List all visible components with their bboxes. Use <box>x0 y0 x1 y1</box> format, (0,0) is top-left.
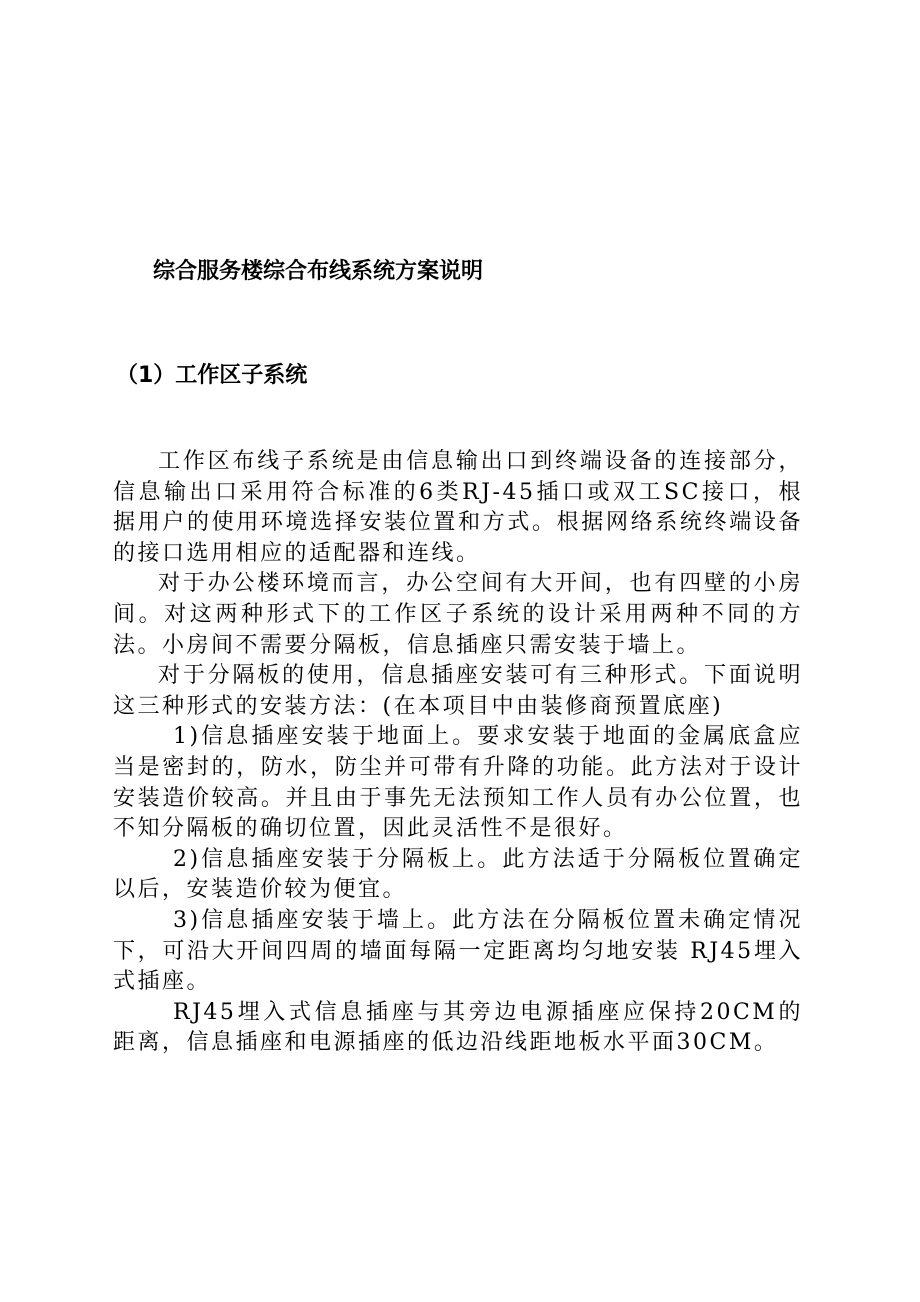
paragraph-option-floor: 1)信息插座安装于地面上。要求安装于地面的金属底盒应当是密封的，防水，防尘并可带有升降的功能。此方法对于设计安装造价较高。并且由于事先无法预知工作人员有办公位置，也不知分隔板的确切位置，因此灵活性不是很好。 <box>113 724 803 842</box>
paragraph-intro: 工作区布线子系统是由信息输出口到终端设备的连接部分，信息输出口采用符合标准的6类RJ-45插口或双工SC接口，根据用户的使用环境选择安装位置和方式。根据网络系统终端设备的接口选用相应的适配器和连线。 <box>113 449 803 566</box>
section-heading: （1）工作区子系统 <box>116 363 308 388</box>
paragraph-option-wall: 3)信息插座安装于墙上。此方法在分隔板位置未确定情况下，可沿大开间四周的墙面每隔一定距离均匀地安装 RJ45埋入式插座。 <box>113 907 803 995</box>
paragraph-partition-usage: 对于分隔板的使用，信息插座安装可有三种形式。下面说明这三种形式的安装方法：(在本项目中由装修商预置底座) <box>113 663 803 719</box>
document-title: 综合服务楼综合布线系统方案说明 <box>153 259 484 284</box>
body-text <box>113 447 803 1059</box>
paragraph-option-partition: 2)信息插座安装于分隔板上。此方法适于分隔板位置确定以后，安装造价较为便宜。 <box>113 846 803 903</box>
paragraph-office-environment: 对于办公楼环境而言，办公空间有大开间，也有四壁的小房间。对这两种形式下的工作区子系统的设计采用两种不同的方法。小房间不需要分隔板，信息插座只需安装于墙上。 <box>113 571 803 658</box>
paragraph-socket-spacing: RJ45埋入式信息插座与其旁边电源插座应保持20CM的距离，信息插座和电源插座的低边沿线距地板水平面30CM。 <box>113 999 803 1056</box>
